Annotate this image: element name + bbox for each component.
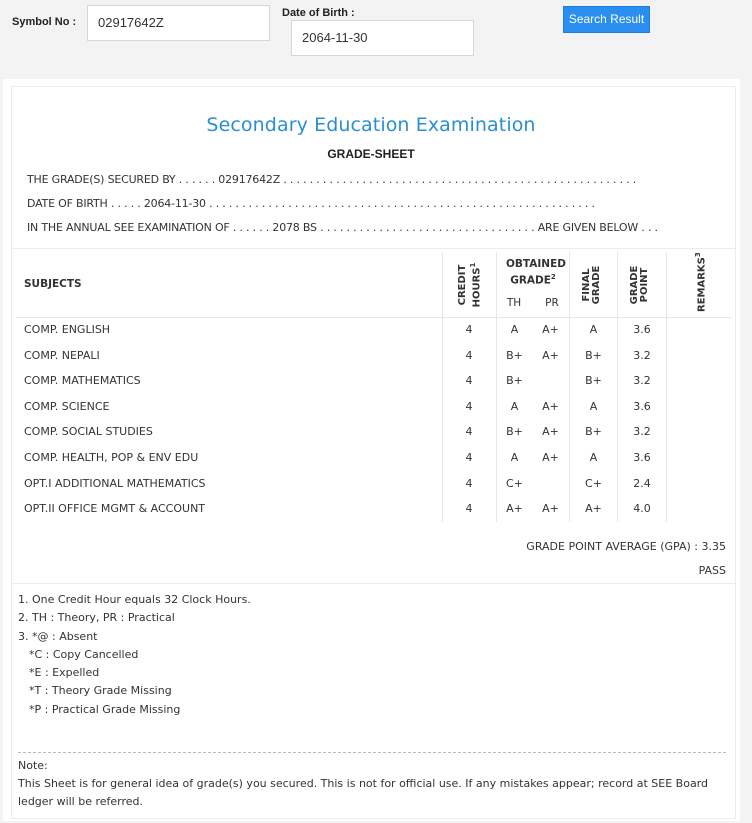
header-credit-hours [457, 260, 483, 310]
header-th: TH [506, 297, 522, 309]
grade-point-cell: 3.6 [633, 451, 651, 464]
table-row [16, 317, 731, 343]
footnote-item: *T : Theory Grade Missing [29, 684, 172, 698]
credit-hours-cell: 4 [465, 451, 473, 464]
subject-cell: COMP. SOCIAL STUDIES [24, 425, 153, 439]
exam-title: Secondary Education Examination [206, 114, 536, 136]
table-row [16, 496, 731, 522]
search-result-button[interactable]: Search Result [563, 6, 650, 33]
practical-grade-cell [532, 368, 569, 394]
date-of-birth-line: DATE OF BIRTH . . . . . 2064-11-30 . . . . . . . . . . . . . . . . . . . . . . . . . . . . . . . . . . . . . . . . . . . . . . . . . . . . . . . . . . . [27, 197, 595, 210]
table-row [16, 419, 731, 445]
subject-cell: OPT.II OFFICE MGMT & ACCOUNT [24, 502, 206, 516]
footnote-item: *P : Practical Grade Missing [29, 702, 181, 716]
date-of-birth-label: Date of Birth : [282, 7, 355, 19]
practical-grade-cell: A+ [542, 451, 559, 464]
header-subjects: SUBJECTS [24, 278, 82, 290]
table-row [16, 368, 731, 394]
final-grade-cell: A [589, 451, 598, 464]
theory-grade-cell: A [510, 399, 519, 413]
final-grade-cell: C+ [585, 476, 602, 490]
final-grade-cell: A [589, 323, 598, 336]
footnote-item: *E : Expelled [29, 666, 100, 680]
grade-sheet-heading: GRADE-SHEET [327, 147, 415, 161]
practical-grade-cell [532, 471, 569, 497]
theory-grade-cell: A+ [506, 502, 523, 516]
theory-grade-cell: A [510, 451, 519, 464]
practical-grade-cell: A+ [542, 399, 559, 413]
footnote-item: 2. TH : Theory, PR : Practical [18, 611, 175, 625]
subject-cell: COMP. SCIENCE [24, 399, 110, 413]
symbol-no-label: Symbol No : [12, 16, 77, 28]
theory-grade-cell: B+ [506, 374, 523, 388]
theory-grade-cell: A [510, 323, 519, 336]
grade-point-cell: 3.6 [633, 323, 651, 336]
final-grade-cell: A+ [585, 502, 602, 516]
header-remarks: REMARKS$^3$ [694, 252, 708, 312]
credit-hours-cell: 4 [465, 476, 473, 490]
table-row [16, 471, 731, 497]
note-divider [18, 752, 726, 753]
symbol-no-input[interactable]: 02917642Z [87, 5, 270, 41]
grade-point-cell: 3.2 [633, 348, 651, 362]
practical-grade-cell: A+ [542, 348, 559, 362]
table-row [16, 445, 731, 471]
credit-hours-cell: 4 [465, 348, 473, 362]
practical-grade-cell: A+ [542, 425, 559, 439]
final-grade-cell: B+ [585, 374, 602, 388]
grade-point-cell: 3.6 [633, 399, 651, 413]
header-credit-hours-line2: HOURS$^1$ [469, 262, 483, 308]
theory-grade-cell: C+ [506, 476, 523, 490]
subject-cell: COMP. MATHEMATICS [24, 374, 141, 388]
subject-cell: COMP. HEALTH, POP & ENV EDU [24, 451, 199, 464]
date-of-birth-input[interactable]: 2064-11-30 [291, 20, 474, 56]
credit-hours-cell: 4 [465, 425, 473, 439]
gpa-value: GRADE POINT AVERAGE (GPA) : 3.35 [526, 540, 726, 553]
note-heading: Note: [18, 759, 48, 772]
grade-point-cell: 2.4 [633, 476, 651, 490]
note-text: This Sheet is for general idea of grade(s) you secured. This is not for official use. If any mistakes appear; record at SEE Board ledger will be referred. [18, 777, 708, 808]
final-grade-cell: B+ [585, 348, 602, 362]
note-section [18, 757, 718, 811]
footnote-legend [18, 591, 251, 719]
search-bar [0, 0, 752, 66]
divider [12, 583, 736, 584]
exam-year-line: IN THE ANNUAL SEE EXAMINATION OF . . . . . . 2078 BS . . . . . . . . . . . . . . . . . . . . . . . . . . . . . . . . . ARE GIVEN BELOW . . . [27, 221, 658, 234]
final-grade-cell: A [589, 399, 598, 413]
practical-grade-cell: A+ [542, 323, 559, 336]
header-final-grade: FINAL GRADE [581, 265, 602, 305]
subject-cell: COMP. NEPALI [24, 348, 100, 362]
credit-hours-cell: 4 [465, 399, 473, 413]
final-grade-cell: B+ [585, 425, 602, 439]
table-row [16, 343, 731, 369]
grades-secured-line: THE GRADE(S) SECURED BY . . . . . . 02917642Z . . . . . . . . . . . . . . . . . . . . . . . . . . . . . . . . . . . . . . . . . . . . . . . . . . . . . . [27, 173, 637, 186]
grade-table-header [16, 252, 731, 318]
subject-cell: OPT.I ADDITIONAL MATHEMATICS [24, 476, 206, 490]
credit-hours-cell: 4 [465, 374, 473, 388]
footnote-item: 1. One Credit Hour equals 32 Clock Hours. [18, 593, 251, 606]
grade-point-cell: 4.0 [633, 502, 651, 516]
header-pr: PR [545, 297, 559, 309]
result-status: PASS [698, 564, 726, 577]
divider [12, 248, 736, 249]
theory-grade-cell: B+ [506, 425, 523, 439]
header-credit-hours-line1: CREDIT [457, 264, 468, 306]
header-obtained-grade: OBTAINED GRADE$^2$ [506, 258, 566, 287]
theory-grade-cell: B+ [506, 348, 523, 362]
credit-hours-cell: 4 [465, 502, 473, 516]
footnote-item: 3. *@ : Absent [18, 629, 98, 643]
practical-grade-cell: A+ [542, 502, 559, 516]
footnote-item: *C : Copy Cancelled [29, 647, 139, 661]
subject-cell: COMP. ENGLISH [24, 323, 111, 336]
table-row [16, 394, 731, 420]
grade-point-cell: 3.2 [633, 425, 651, 439]
header-grade-point: GRADE POINT [629, 265, 650, 305]
credit-hours-cell: 4 [465, 323, 473, 336]
grade-point-cell: 3.2 [633, 374, 651, 388]
